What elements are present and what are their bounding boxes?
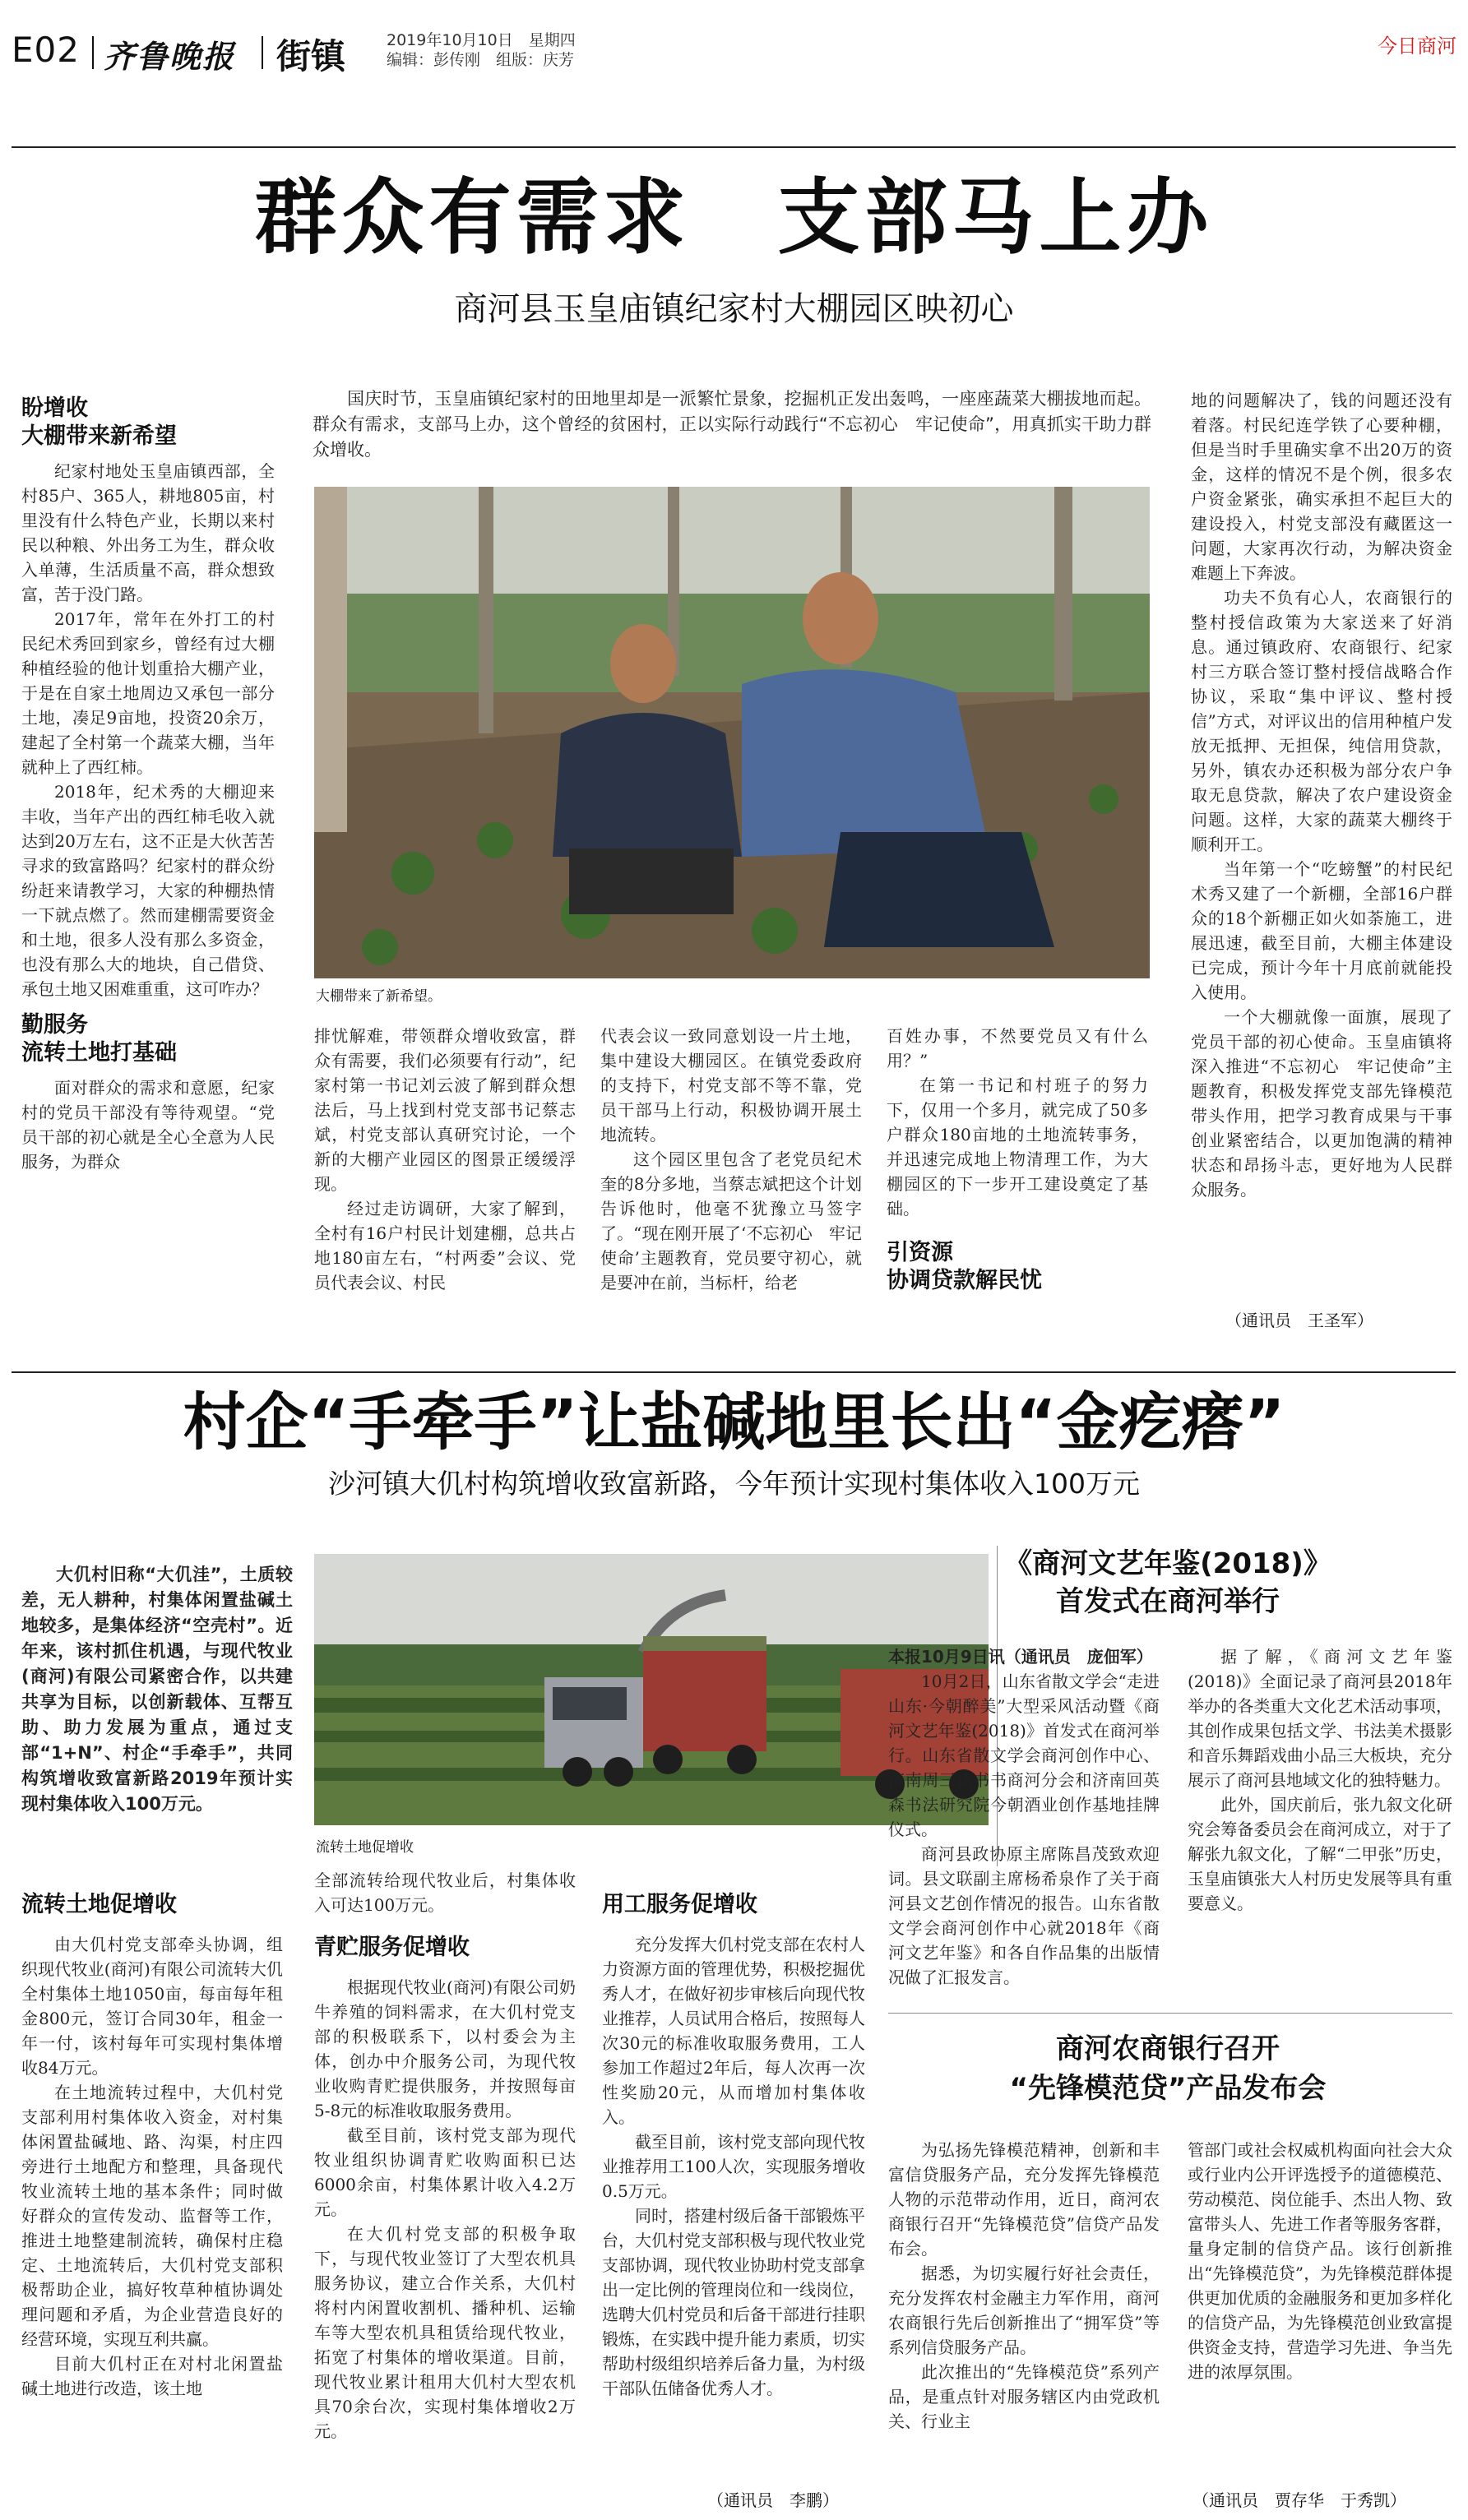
greenhouse-photo-illustration [314,487,1150,978]
paragraph: 由大仉村党支部牵头协调，组织现代牧业(商河)有限公司流转大仉全村集体土地1050亩，每亩每年租金800元，签订合同30年，租金一年一付，该村每年可实现村集体增收84万元。 [21,1935,283,2078]
paragraph: 在土地流转过程中，大仉村党支部利用村集体收入资金，对村集体闲置盐碱地、路、沟渠，村庄四旁进行土地配方和整理，具备现代牧业流转土地的基本条件；同时做好群众的宣传发动、监督等工作，推进土地整建制流转，确保村庄稳定、土地流转后，大仉村党支部积极帮助企业，搞好牧草种植协调处理问题和矛盾，为企业营造良好的经营环境，实现互利共赢。 [21,2083,283,2349]
paragraph: 截至目前，该村党支部为现代牧业组织协调青贮收购面积已达6000余亩，村集体累计收入4.2万元。 [314,2125,576,2219]
paragraph: 2017年，常年在外打工的村民纪术秀回到家乡，曾经有过大棚种植经验的他计划重拾大棚产业，于是在自家土地周边又承包一部分土地，凑足9亩地，投资20余万，建起了全村第一个蔬菜大棚，当年就种上了西红柿。 [21,609,275,777]
story2-subhead-1: 流转土地促增收 [21,1892,177,1917]
story2-column-1 [21,1891,283,2516]
masthead-divider-2 [262,36,263,69]
paragraph: 排忧解难，带领群众增收致富，群众有需要，我们必须要有行动”，纪家村第一书记刘云波了解到群众想法后，马上找到村党支部书记蔡志斌，村党支部认真研究讨论，一个新的大棚产业园区的图景正缓缓浮现。 [314,1026,576,1194]
paragraph: 充分发挥大仉村党支部在农村人力资源方面的管理优势，积极挖掘优秀人才，在做好初步审核后向现代牧业推荐，人员试用合格后，按照每人次30元的标准收取服务费用，工人参加工作超过2年后，每人次再一次性奖励20元，从而增加村集体收入。 [602,1935,865,2127]
story2-byline: （通讯员 李鹏） [707,2490,839,2510]
story1-column-3 [600,1024,862,1369]
paragraph: 根据现代牧业(商河)有限公司奶牛养殖的饲料需求，在大仉村党支部的积极联系下，以村委会为主体，创办中介服务公司，为现代牧业收购青贮提供服务，并按照每亩5-8元的标准收取服务费用。 [314,1977,576,2120]
story1-column-2 [314,1024,576,1369]
paragraph: 此外，国庆前后，张九叙文化研究会筹备委员会在商河成立，对于了解张九叙文化，了解“二甲张”历史，玉皇庙镇张大人村历史发展等具有重要意义。 [1188,1795,1452,1913]
paragraph: 纪家村地处玉皇庙镇西部，全村85户、365人，耕地805亩，村里没有什么特色产业，长期以来村民以种粮、外出务工为生，群众收入单薄，生活质量不高，群众想致富，苦于没门路。 [21,461,275,604]
story1-subhead-1a: 盼增收 [21,395,88,421]
section-title: 街镇 [276,36,346,76]
newspaper-logo: 齐鲁晚报 [104,38,236,75]
page-code: E02 [12,30,80,70]
dateline: 本报10月9日讯（通讯员 庞佃军） [888,1647,1153,1667]
paragraph: 商河县政协原主席陈昌茂致欢迎词。县文联副主席杨希泉作了关于商河县文艺创作情况的报告。山东省散文学会商河创作中心就2018年《商河文艺年鉴》和各自作品集的出版情况做了汇报发言。 [888,1844,1160,1987]
paragraph: 功夫不负有心人，农商银行的整村授信政策为大家送来了好消息。通过镇政府、农商银行、纪家村三方联合签订整村授信战略合作协议，采取“集中评议、整村授信”方式，对评议出的信用种植户发放无抵押、无担保，纯信用贷款，另外，镇农办还积极为部分农户争取无息贷款，解决了农户建设资金问题。这样，大家的蔬菜大棚终于顺利开工。 [1191,588,1452,854]
story1-subhead-2b: 流转土地打基础 [21,1040,177,1066]
story1-subhead-3a: 引资源 [887,1240,953,1265]
story1-photo-caption: 大棚带来了新希望。 [316,988,442,1005]
paragraph: 地的问题解决了，钱的问题还没有着落。村民纪连学铁了心要种棚，但是当时手里确实拿不出20万的资金，这样的情况不是个例，很多农户资金紧张，确实承担不起巨大的建设投入，村党支部没有藏匿这一问题，大家再次行动，为解决资金难题上下奔波。 [1191,391,1452,583]
story1-subhead-2a: 勤服务 [21,1012,88,1038]
paragraph: 同时，搭建村级后备干部锻炼平台，大仉村党支部积极与现代牧业党支部协调，现代牧业协助村党支部拿出一定比例的管理岗位和一线岗位，选聘大仉村党员和后备干部进行挂职锻炼，在实践中提升能力素质，切实帮助村级组织培养后备力量，为村级干部队伍储备优秀人才。 [602,2206,865,2398]
paragraph: 据悉，为切实履行好社会责任，充分发挥农村金融主力军作用，商河农商银行先后创新推出了“拥军贷”等系列信贷服务产品。 [888,2263,1160,2357]
paragraph: 一个大棚就像一面旗，展现了党员干部的初心使命。玉皇庙镇将深入推进“不忘初心 牢记使命”主题教育，积极发挥党支部先锋模范带头作用，把学习教育成果与干事创业紧密结合，以更加饱满的精神状态和昂扬斗志，更好地为人民群众服务。 [1191,1007,1452,1200]
story2-subheadline: 沙河镇大仉村构筑增收致富新路，今年预计实现村集体收入100万元 [328,1468,1140,1500]
paragraph: 代表会议一致同意划设一片土地，集中建设大棚园区。在镇党委政府的支持下，村党支部不等不靠，党员干部马上行动，积极协调开展土地流转。 [600,1026,862,1144]
paragraph: 据了解，《商河文艺年鉴(2018)》全面记录了商河县2018年举办的各类重大文化艺术活动事项，其创作成果包括文学、书法美术摄影和音乐舞蹈戏曲小品三大板块，充分展示了商河县地域文化的独特魅力。 [1188,1647,1452,1790]
section-rule [12,1371,1456,1373]
paragraph: 当年第一个“吃螃蟹”的村民纪术秀又建了一个新棚，全部16户群众的18个新棚正如火如荼施工，进展迅速，截至目前，大棚主体建设已完成，预计今年十月底前就能投入使用。 [1191,859,1452,1002]
story3-column-1 [888,1644,1160,1998]
story1-column-4 [887,1024,1148,1369]
story2-subhead-2: 青贮服务促增收 [314,1935,470,1960]
story1-column-1 [21,395,275,1373]
story-divider [888,2013,1452,2014]
story1-headline: 群众有需求 支部马上办 [254,169,1214,266]
paragraph: 为弘扬先锋模范精神，创新和丰富信贷服务产品，充分发挥先锋模范人物的示范带动作用，近日，商河农商银行召开“先锋模范贷”信贷产品发布会。 [888,2140,1160,2259]
edition-label: 今日商河 [1378,35,1456,58]
date-line: 2019年10月10日 星期四 [387,31,576,49]
paragraph: 经过走访调研，大家了解到，全村有16户村民计划建棚，总共占地180亩左右，“村两委”会议、党员代表会议、村民 [314,1199,576,1292]
story2-column-2 [314,1868,576,2518]
story2-subhead-3: 用工服务促增收 [602,1892,757,1917]
story1-lead: 国庆时节，玉皇庙镇纪家村的田地里却是一派繁忙景象，挖掘机正发出轰鸣，一座座蔬菜大棚拔地而起。群众有需求，支部马上办，这个曾经的贫困村，正以实际行动践行“不忘初心 牢记使命”，用真抓实干助力群众增收。 [313,389,1151,460]
story4-column-2 [1188,2138,1452,2467]
story4-column-1 [888,2138,1160,2516]
paragraph: 全部流转给现代牧业后，村集体收入可达100万元。 [314,1870,576,1915]
masthead-rule [12,146,1456,148]
masthead-divider [92,36,94,69]
paragraph: 面对群众的需求和意愿，纪家村的党员干部没有等待观望。“党员干部的初心就是全心全意为人民服务，为群众 [21,1078,275,1172]
story1-subhead-3b: 协调贷款解民忧 [887,1268,1042,1293]
story1-subhead-1b: 大棚带来新希望 [21,423,177,449]
paragraph: 10月2日，山东省散文学会“走进山东·今朝醉美”大型采风活动暨《商河文艺年鉴(2018)》首发式在商河举行。山东省散文学会商河创作中心、济南周三读书书商河分会和济南回英森书法研究院今朝酒业创作基地挂牌仪式。 [888,1672,1160,1839]
paragraph: 这个园区里包含了老党员纪术奎的8分多地，当蔡志斌把这个计划告诉他时，他毫不犹豫立马签字了。“现在刚开展了‘不忘初心 牢记使命’主题教育，党员要守初心，就是要冲在前，当标杆，给老 [600,1149,862,1292]
editor-line: 编辑：彭传刚 组版：庆芳 [387,51,575,69]
story2-headline: 村企“手牵手”让盐碱地里长出“金疙瘩” [183,1385,1285,1459]
paragraph: 管部门或社会权威机构面向社会大众或行业内公开评选授予的道德模范、劳动模范、岗位能手、杰出人物、致富带头人、先进工作者等服务客群，量身定制的信贷产品。该行创新推出“先锋模范贷”，为先锋模范群体提供更加优质的金融服务和更加多样化的信贷产品，为先锋模范创业致富提供资金支持，营造学习先进、争当先进的浓厚氛围。 [1188,2140,1452,2382]
paragraph: 目前大仉村正在对村北闲置盐碱土地进行改造，该土地 [21,2354,283,2398]
story4-headline-2: “先锋模范贷”产品发布会 [1009,2072,1327,2105]
paragraph: 此次推出的“先锋模范贷”系列产品，是重点针对服务辖区内由党政机关、行业主 [888,2362,1160,2431]
story4-headline-1: 商河农商银行召开 [1056,2032,1280,2065]
story2-lead: 大仉村旧称“大仉洼”，土质较差，无人耕种，村集体闲置盐碱土地较多，是集体经济“空壳村”。近年来，该村抓住机遇，与现代牧业(商河)有限公司紧密合作，以共建共享为目标，以创新载体、互帮互助、助力发展为重点，通过支部“1+N”、村企“手牵手”，共同构筑增收致富新路2019年预计实现村集体收入100万元。 [21,1565,293,1814]
story1-column-5 [1191,388,1452,1301]
paragraph: 在大仉村党支部的积极争取下，与现代牧业签订了大型农机具服务协议，建立合作关系，大仉村将村内闲置收割机、播种机、运输车等大型农机具租赁给现代牧业，拓宽了村集体的增收渠道。目前，现代牧业累计租用大仉村大型农机具70余台次，实现村集体增收2万元。 [314,2224,576,2441]
story4-byline: （通讯员 贾存华 于秀凯） [1192,2490,1406,2510]
story1-subheadline: 商河县玉皇庙镇纪家村大棚园区映初心 [454,290,1014,328]
paragraph: 截至目前，该村党支部向现代牧业推荐用工100人次，实现服务增收0.5万元。 [602,2132,865,2201]
greenhouse-photo [314,487,1150,978]
paragraph: 百姓办事，不然要党员又有什么用？” [887,1026,1148,1070]
story2-column-3 [602,1891,865,2516]
paragraph: 2018年，纪术秀的大棚迎来丰收，当年产出的西红柿毛收入就达到20万左右，这不正是大伙苦苦寻求的致富路吗？纪家村的群众纷纷赶来请教学习，大家的种棚热情一下就点燃了。然而建棚需要资金和土地，很多人没有那么多资金，也没有那么大的地块，自己借贷、承包土地又困难重重，这可咋办？ [21,782,275,999]
story3-headline-1: 《商河文艺年鉴(2018)》 [1004,1547,1331,1580]
story1-byline: （通讯员 王圣军） [1225,1311,1373,1330]
story2-photo-caption: 流转土地促增收 [316,1839,414,1856]
story3-headline-2: 首发式在商河举行 [1056,1585,1280,1618]
story3-column-2 [1188,1644,1452,1998]
paragraph: 在第一书记和村班子的努力下，仅用一个多月，就完成了50多户群众180亩地的土地流转事务，并迅速完成地上物清理工作，为大棚园区的下一步开工建设奠定了基础。 [887,1075,1148,1218]
